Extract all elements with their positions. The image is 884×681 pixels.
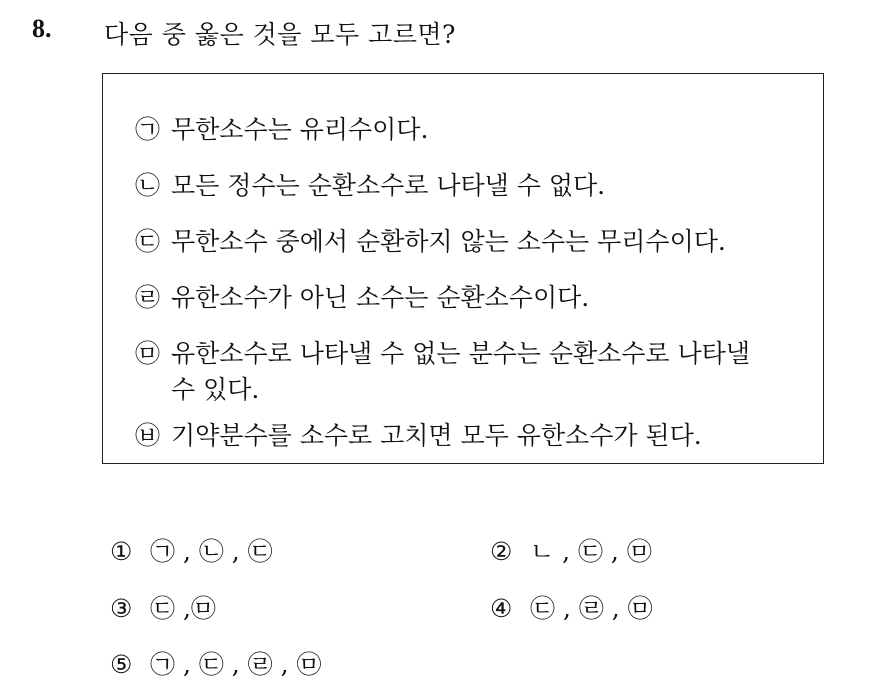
statement-mark: ㉤: [135, 339, 161, 368]
statement-item: [135, 224, 726, 260]
statement-text: 무한소수는 유리수이다.: [171, 115, 429, 144]
statement-text: 기약분수를 소수로 고치면 모두 유한소수가 된다.: [171, 421, 702, 450]
statement-item: [135, 336, 750, 408]
statement-text: 모든 정수는 순환소수로 나타낼 수 없다.: [171, 171, 606, 200]
question-text: 다음 중 옳은 것을 모두 고르면?: [104, 20, 456, 49]
choice-text: ㉠ , ㉢ , ㉣ , ㉤: [150, 650, 322, 679]
answer-choice-5[interactable]: [110, 645, 322, 681]
choice-text: ㉢ , ㉣ , ㉤: [530, 594, 653, 623]
statement-continuation: 수 있다.: [171, 375, 260, 404]
choice-number: ④: [490, 594, 513, 623]
answer-choice-4[interactable]: [490, 589, 653, 625]
statement-item: [135, 112, 428, 148]
answer-choice-1[interactable]: [110, 532, 273, 568]
statement-mark: ㉠: [135, 115, 161, 144]
statement-text: 유한소수가 아닌 소수는 순환소수이다.: [171, 283, 590, 312]
answer-choice-3[interactable]: [110, 589, 216, 625]
statement-mark: ㉡: [135, 171, 161, 200]
choice-text: ㉠ , ㉡ , ㉢: [150, 537, 273, 566]
choice-number: ②: [490, 537, 513, 566]
statement-text: 무한소수 중에서 순환하지 않는 소수는 무리수이다.: [171, 227, 726, 256]
statement-item: [135, 168, 605, 204]
statement-text: 유한소수로 나타낼 수 없는 분수는 순환소수로 나타낼: [171, 339, 750, 368]
statement-mark: ㉢: [135, 227, 161, 256]
answer-choice-2[interactable]: [490, 532, 652, 568]
choice-number: ③: [110, 594, 133, 623]
choice-text: ㉢ ,㉤: [150, 594, 216, 623]
choice-number: ⑤: [110, 650, 133, 679]
choice-number: ①: [110, 537, 133, 566]
statement-item: [135, 418, 702, 454]
question-number: 8.: [32, 14, 52, 43]
statement-item: [135, 280, 589, 316]
statement-box: [102, 73, 824, 464]
statement-mark: ㉣: [135, 283, 161, 312]
statement-mark: ㉥: [135, 421, 161, 450]
choice-text: ㄴ , ㉢ , ㉤: [530, 537, 652, 566]
